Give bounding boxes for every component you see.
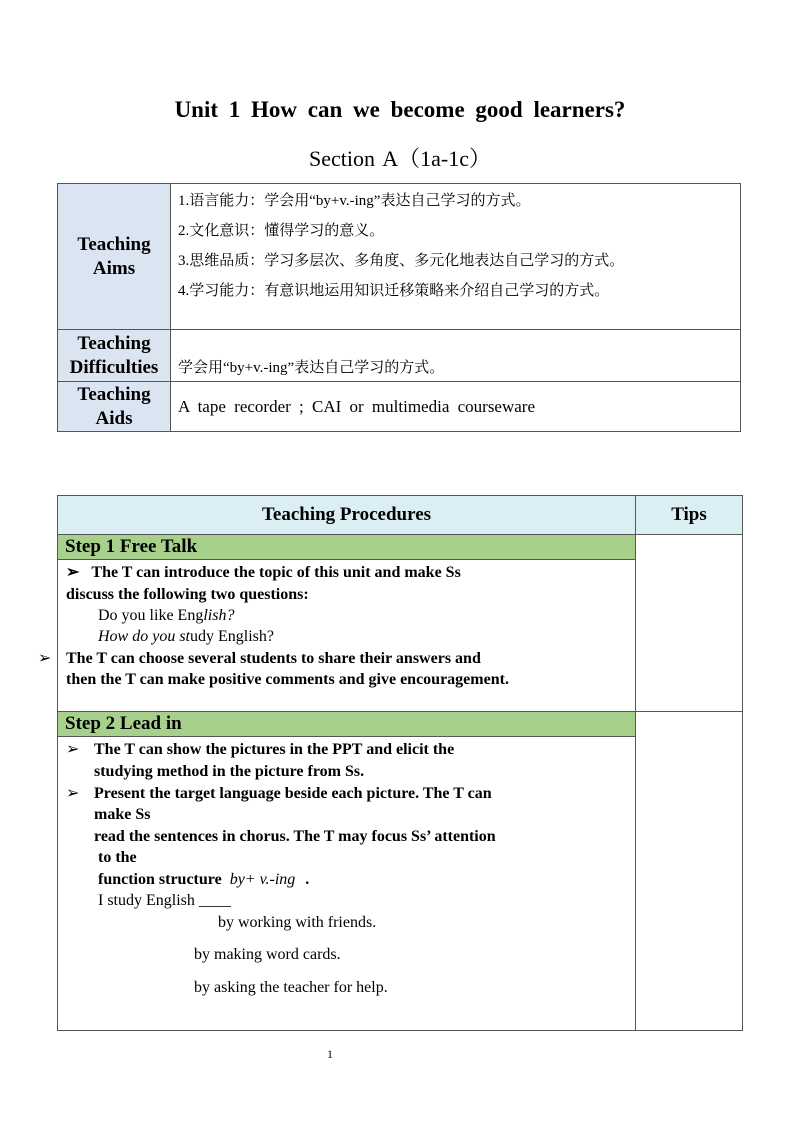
bullet-arrow-icon: ➢ <box>38 650 52 667</box>
example-1: by working with friends. <box>218 914 377 931</box>
step2-b2-line5 <box>98 869 309 891</box>
aims-header <box>58 184 171 330</box>
page-number: 1 <box>327 1047 333 1061</box>
step1-tips <box>636 535 743 712</box>
procedures-header: Teaching Procedures <box>58 496 636 535</box>
step1-line2: discuss the following two questions: <box>66 586 309 603</box>
step1-text1: The T can introduce the topic of this unit and make Ss <box>91 564 461 581</box>
function-structure-formula: by+ v.-ing <box>229 871 296 888</box>
aims-header-line1: Teaching <box>77 233 151 255</box>
step1-cell <box>38 535 636 712</box>
difficulties-text: 学会用“by+v.-ing”表达自己学习的方式。 <box>178 360 445 376</box>
q1-part2: lish? <box>203 607 235 624</box>
example-stem: I study English ____ <box>98 892 231 909</box>
step2-b1-line2: studying method in the picture from Ss. <box>94 763 365 780</box>
q2-part2: udy English? <box>190 628 274 645</box>
step1-line3: The T can choose several students to share their answers and <box>66 650 481 667</box>
aim-item: 2.文化意识：懂得学习的意义。 <box>178 223 385 239</box>
step1-line4: then the T can make positive comments and give encouragement. <box>66 671 509 688</box>
aids-header-line1: Teaching <box>77 383 151 405</box>
teaching-info-table <box>57 183 741 432</box>
step2-body <box>58 737 635 1030</box>
step2-b2-line1: Present the target language beside each picture. The T can <box>94 785 492 802</box>
step2-b1-line1: The T can show the pictures in the PPT and elicit the <box>94 741 455 758</box>
bullet-arrow-icon: ➢ <box>66 785 80 802</box>
difficulties-header <box>58 330 171 382</box>
aims-content <box>171 184 741 330</box>
step1-body <box>38 560 635 711</box>
step2-b2-line3: read the sentences in chorus. The T may focus Ss’ attention <box>94 828 496 845</box>
bullet-arrow-icon: ➢ <box>66 741 80 758</box>
step2-b2-line4: to the <box>98 849 137 866</box>
step1-question2 <box>98 626 274 648</box>
function-structure-label: function structure <box>98 871 222 888</box>
aims-header-line2: Aims <box>92 257 136 279</box>
page-title: Unit 1 How can we become good learners? <box>174 97 626 122</box>
step2-b2-line2: make Ss <box>94 806 151 823</box>
step2-title: Step 2 Lead in <box>58 712 635 737</box>
difficulties-header-line2: Difficulties <box>69 356 159 378</box>
aim-item: 1.语言能力：学会用“by+v.-ing”表达自己学习的方式。 <box>178 193 531 209</box>
aids-text: A tape recorder ; CAI or multimedia courseware <box>178 396 536 416</box>
aim-item: 3.思维品质：学习多层次、多角度、多元化地表达自己学习的方式。 <box>178 253 625 269</box>
step1-line1 <box>66 562 461 584</box>
example-2: by making word cards. <box>194 946 341 963</box>
step2-tips <box>636 712 743 1031</box>
step2-cell <box>58 712 636 1031</box>
difficulties-header-line1: Teaching <box>77 332 151 354</box>
step1-title: Step 1 Free Talk <box>58 535 635 560</box>
tips-header: Tips <box>636 496 743 535</box>
difficulties-content <box>171 330 741 382</box>
q1-part1: Do you like Eng <box>98 607 204 624</box>
teaching-procedures-table <box>38 495 743 1031</box>
example-3: by asking the teacher for help. <box>194 979 388 996</box>
q2-part1: How do you st <box>98 628 190 645</box>
aids-content <box>171 382 741 432</box>
aim-item: 4.学习能力：有意识地运用知识迁移策略来介绍自己学习的方式。 <box>178 283 610 299</box>
aids-header <box>58 382 171 432</box>
function-structure-period: . <box>305 871 310 888</box>
aids-header-line2: Aids <box>95 407 133 429</box>
step1-question1 <box>98 605 234 627</box>
page-subtitle: Section A（1a-1c） <box>308 146 492 171</box>
bullet-arrow-icon: ➢ <box>66 564 80 581</box>
